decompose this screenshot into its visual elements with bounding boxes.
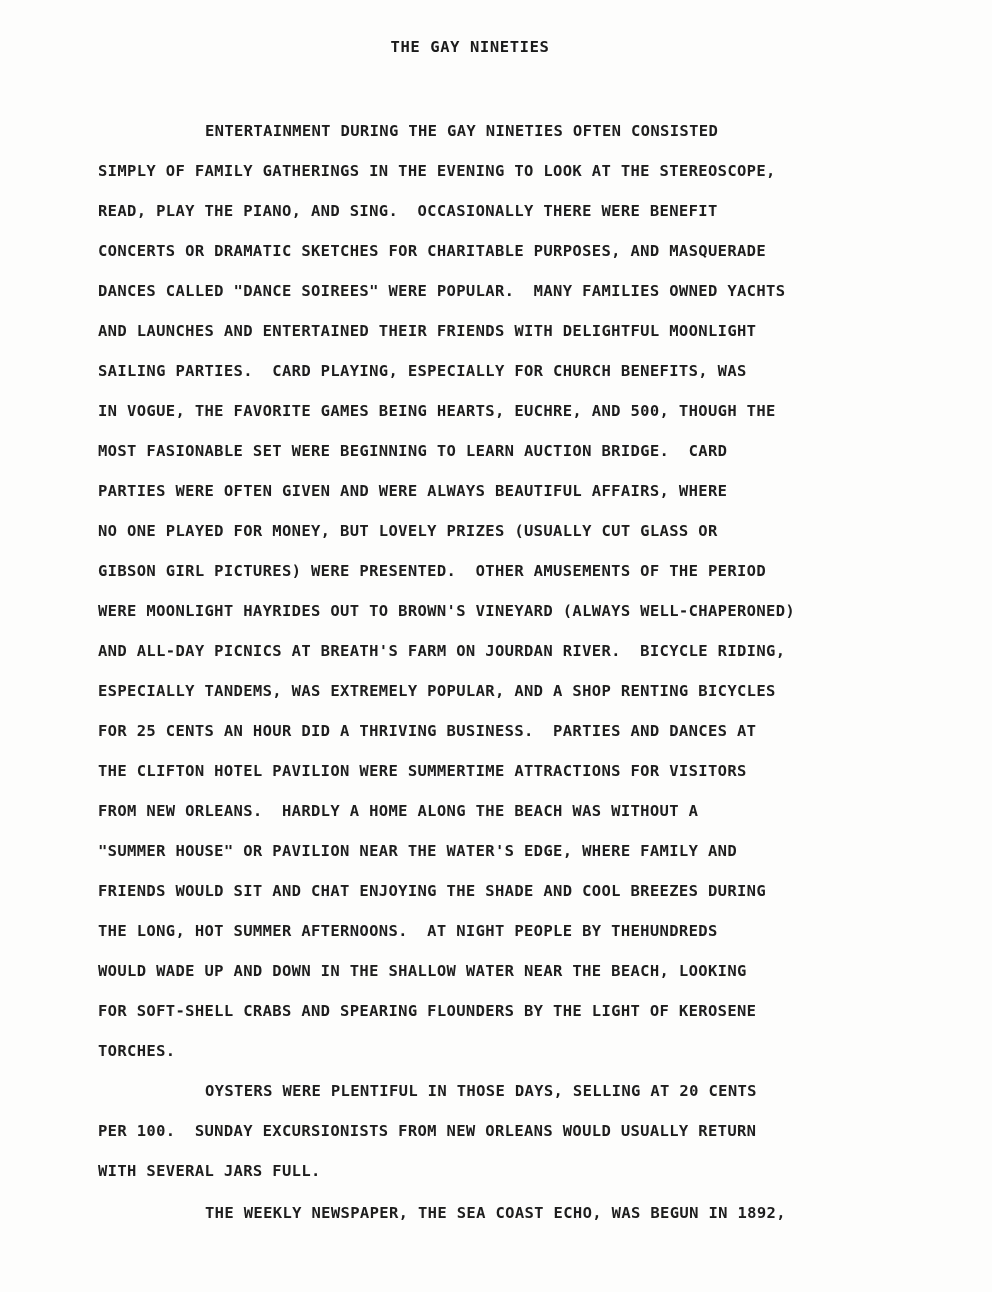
page-title: THE GAY NINETIES [390,38,550,56]
text-line: AND LAUNCHES AND ENTERTAINED THEIR FRIENDS WITH DELIGHTFUL MOONLIGHT [98,322,757,340]
text-line: OYSTERS WERE PLENTIFUL IN THOSE DAYS, SELLING AT 20 CENTS [205,1082,757,1100]
text-line: SAILING PARTIES. CARD PLAYING, ESPECIALLY FOR CHURCH BENEFITS, WAS [98,362,747,380]
text-line: WOULD WADE UP AND DOWN IN THE SHALLOW WATER NEAR THE BEACH, LOOKING [98,962,747,980]
text-line: ENTERTAINMENT DURING THE GAY NINETIES OFTEN CONSISTED [205,122,719,140]
text-line: FRIENDS WOULD SIT AND CHAT ENJOYING THE SHADE AND COOL BREEZES DURING [98,882,767,900]
text-line: PARTIES WERE OFTEN GIVEN AND WERE ALWAYS BEAUTIFUL AFFAIRS, WHERE [98,482,728,500]
text-line: PER 100. SUNDAY EXCURSIONISTS FROM NEW ORLEANS WOULD USUALLY RETURN [98,1122,757,1140]
text-line: TORCHES. [98,1042,176,1060]
text-line: CONCERTS OR DRAMATIC SKETCHES FOR CHARITABLE PURPOSES, AND MASQUERADE [98,242,767,260]
text-line: FOR 25 CENTS AN HOUR DID A THRIVING BUSINESS. PARTIES AND DANCES AT [98,722,757,740]
text-line: WITH SEVERAL JARS FULL. [98,1162,321,1180]
text-line: FROM NEW ORLEANS. HARDLY A HOME ALONG THE BEACH WAS WITHOUT A [98,802,699,820]
text-line: FOR SOFT-SHELL CRABS AND SPEARING FLOUNDERS BY THE LIGHT OF KEROSENE [98,1002,757,1020]
text-line: MOST FASIONABLE SET WERE BEGINNING TO LEARN AUCTION BRIDGE. CARD [98,442,728,460]
text-line: WERE MOONLIGHT HAYRIDES OUT TO BROWN'S VINEYARD (ALWAYS WELL-CHAPERONED) [98,602,796,620]
text-line: IN VOGUE, THE FAVORITE GAMES BEING HEARTS, EUCHRE, AND 500, THOUGH THE [98,402,776,420]
text-line: THE CLIFTON HOTEL PAVILION WERE SUMMERTIME ATTRACTIONS FOR VISITORS [98,762,747,780]
text-line: AND ALL-DAY PICNICS AT BREATH'S FARM ON JOURDAN RIVER. BICYCLE RIDING, [98,642,786,660]
text-line: "SUMMER HOUSE" OR PAVILION NEAR THE WATER'S EDGE, WHERE FAMILY AND [98,842,737,860]
text-line: THE LONG, HOT SUMMER AFTERNOONS. AT NIGHT PEOPLE BY THEHUNDREDS [98,922,718,940]
text-line: SIMPLY OF FAMILY GATHERINGS IN THE EVENING TO LOOK AT THE STEREOSCOPE, [98,162,776,180]
text-line: GIBSON GIRL PICTURES) WERE PRESENTED. OTHER AMUSEMENTS OF THE PERIOD [98,562,767,580]
text-line: NO ONE PLAYED FOR MONEY, BUT LOVELY PRIZES (USUALLY CUT GLASS OR [98,522,718,540]
text-line: READ, PLAY THE PIANO, AND SING. OCCASIONALLY THERE WERE BENEFIT [98,202,718,220]
text-line: DANCES CALLED "DANCE SOIREES" WERE POPULAR. MANY FAMILIES OWNED YACHTS [98,282,786,300]
text-line: THE WEEKLY NEWSPAPER, THE SEA COAST ECHO, WAS BEGUN IN 1892, [205,1204,786,1222]
text-line: ESPECIALLY TANDEMS, WAS EXTREMELY POPULAR, AND A SHOP RENTING BICYCLES [98,682,776,700]
